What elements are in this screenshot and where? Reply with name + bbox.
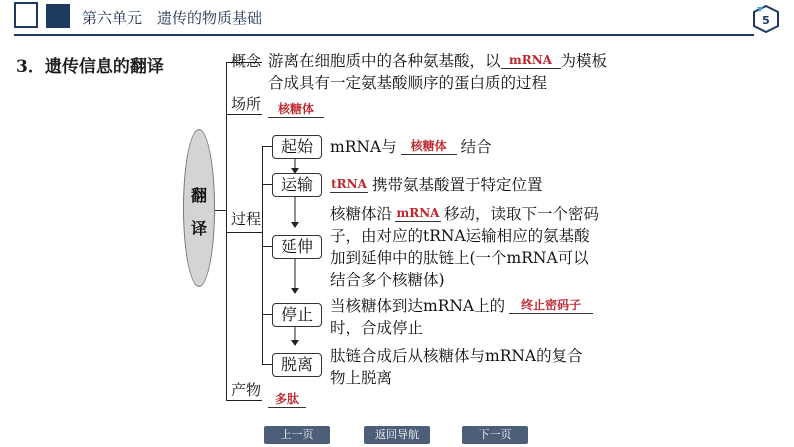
step-release-box: 脱离	[272, 353, 322, 377]
product-label: 产物	[231, 381, 262, 399]
step-start-box: 起始	[272, 135, 322, 159]
step-elongation-line-1: 核糖体沿 mRNA 移动，读取下一个密码	[330, 205, 600, 223]
process-bracket-line	[262, 146, 263, 364]
header-bar-icon	[46, 4, 70, 28]
prev-page-button[interactable]: 上一页	[264, 426, 330, 444]
page-badge-icon	[751, 4, 781, 34]
step-elongation-box: 延伸	[272, 235, 322, 259]
concept-text-post: 为模板	[560, 52, 608, 70]
concept-text-pre: 游离在细胞质中的各种氨基酸，以	[268, 52, 501, 70]
site-blank: 核糖体	[268, 101, 324, 118]
concept-label: 概念	[231, 52, 262, 70]
center-char-2: 译	[191, 219, 208, 238]
step-transport-blank: tRNA	[331, 177, 367, 191]
step-release-line-2: 物上脱离	[330, 369, 393, 387]
step-release-line-1: 肽链合成后从核糖体与mRNA的复合	[330, 347, 583, 365]
product-blank: 多肽	[268, 391, 306, 408]
trunk-line	[226, 62, 227, 400]
connector-line	[215, 210, 226, 211]
process-tick-5	[262, 364, 272, 365]
step-stop-line-1: 当核糖体到达mRNA上的 终止密码子	[330, 293, 593, 319]
next-page-button[interactable]: 下一页	[462, 426, 528, 444]
center-ellipse	[183, 129, 215, 287]
step-transport-text: tRNA 携带氨基酸置于特定位置	[331, 176, 543, 194]
step-stop-blank: 终止密码子	[509, 297, 593, 314]
process-tick-4	[262, 314, 272, 315]
step-elongation-line-3: 加到延伸中的肽链上(一个mRNA可以	[330, 249, 589, 267]
process-tick-1	[262, 146, 272, 147]
process-label: 过程	[231, 210, 262, 228]
page-number: 5	[762, 14, 770, 27]
unit-title: 第六单元 遗传的物质基础	[82, 9, 263, 27]
step-elongation-line-2: 子，由对应的tRNA运输相应的氨基酸	[330, 227, 590, 245]
step-start-text: mRNA与 核糖体 结合	[330, 138, 492, 156]
back-to-nav-button[interactable]: 返回导航	[364, 426, 430, 444]
step-elongation-line-4: 结合多个核糖体)	[330, 271, 445, 289]
step-start-blank: 核糖体	[401, 138, 457, 155]
header-box-icon	[14, 2, 38, 28]
process-tick-3	[262, 246, 272, 247]
step-stop-line-2: 时，合成停止	[330, 319, 424, 337]
branch-line-process	[226, 232, 262, 233]
step-elongation-blank: mRNA	[396, 206, 440, 220]
process-tick-2	[262, 184, 272, 185]
concept-blank: mRNA	[501, 52, 561, 69]
concept-line-2: 合成具有一定氨基酸顺序的蛋白质的过程	[268, 74, 548, 92]
step-transport-box: 运输	[272, 173, 322, 197]
center-char-1: 翻	[191, 186, 208, 205]
header-divider	[14, 34, 754, 36]
section-title: 3．遗传信息的翻译	[16, 57, 164, 77]
step-stop-box: 停止	[272, 303, 322, 327]
site-label: 场所	[231, 95, 262, 113]
